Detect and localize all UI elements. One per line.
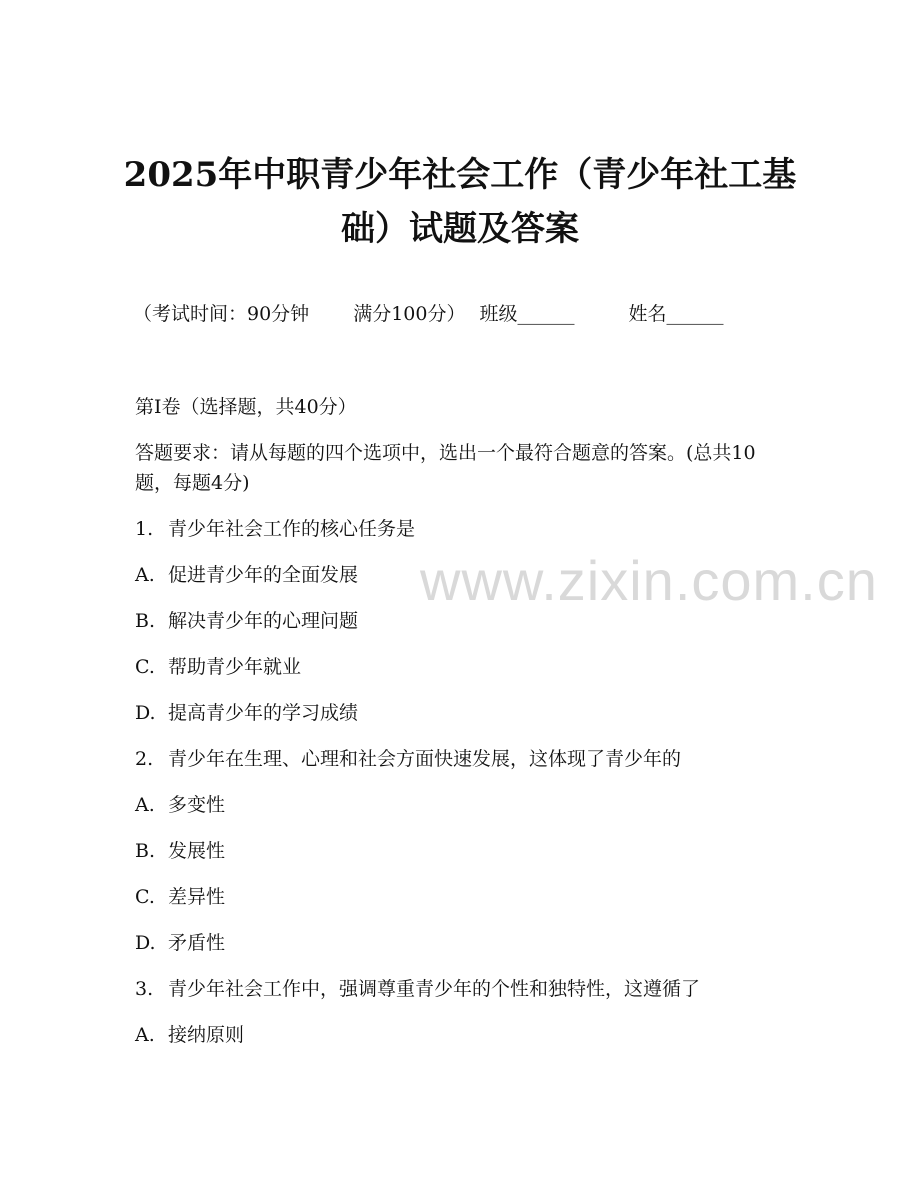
option-label: C. <box>135 656 155 678</box>
option-label: D. <box>135 702 156 724</box>
question-3 <box>135 974 785 1050</box>
exam-content <box>135 392 785 1066</box>
question-number: 2. <box>135 748 154 770</box>
option-text: 差异性 <box>168 886 226 908</box>
option-label: B. <box>135 610 156 632</box>
exam-score: 满分100分） <box>353 303 466 325</box>
option-item <box>135 698 785 728</box>
option-text: 促进青少年的全面发展 <box>168 564 359 586</box>
option-text: 矛盾性 <box>168 932 226 954</box>
option-item <box>135 790 785 820</box>
option-item <box>135 928 785 958</box>
option-item <box>135 560 785 590</box>
instructions: 答题要求：请从每题的四个选项中，选出一个最符合题意的答案。(总共10题，每题4分) <box>135 442 756 494</box>
option-item <box>135 1020 785 1050</box>
name-field: 姓名______ <box>628 303 724 325</box>
option-label: A. <box>135 794 155 816</box>
option-item <box>135 836 785 866</box>
option-label: A. <box>135 1024 155 1046</box>
exam-time: （考试时间：90分钟 <box>133 303 310 325</box>
question-stem <box>135 974 785 1004</box>
option-item <box>135 606 785 636</box>
question-text: 青少年社会工作的核心任务是 <box>168 518 416 540</box>
question-text: 青少年在生理、心理和社会方面快速发展，这体现了青少年的 <box>168 748 682 770</box>
option-label: B. <box>135 840 156 862</box>
question-stem <box>135 744 785 774</box>
option-text: 提高青少年的学习成绩 <box>168 702 359 724</box>
class-field: 班级______ <box>479 303 575 325</box>
option-item <box>135 882 785 912</box>
section-title: 第Ⅰ卷（选择题，共40分） <box>135 396 357 418</box>
option-text: 解决青少年的心理问题 <box>168 610 359 632</box>
option-item <box>135 652 785 682</box>
document-title: 2025年中职青少年社会工作（青少年社工基础）试题及答案 <box>123 155 797 249</box>
question-2 <box>135 744 785 958</box>
option-label: A. <box>135 564 155 586</box>
option-text: 多变性 <box>168 794 226 816</box>
option-label: C. <box>135 886 155 908</box>
question-1 <box>135 514 785 728</box>
watermark: www.zixin.com.cn <box>420 549 878 612</box>
option-label: D. <box>135 932 156 954</box>
question-number: 1. <box>135 518 154 540</box>
option-text: 帮助青少年就业 <box>168 656 302 678</box>
question-stem <box>135 514 785 544</box>
question-number: 3. <box>135 978 154 1000</box>
option-text: 发展性 <box>168 840 226 862</box>
exam-info-line <box>133 300 813 328</box>
option-text: 接纳原则 <box>168 1024 245 1046</box>
question-text: 青少年社会工作中，强调尊重青少年的个性和独特性，这遵循了 <box>168 978 701 1000</box>
